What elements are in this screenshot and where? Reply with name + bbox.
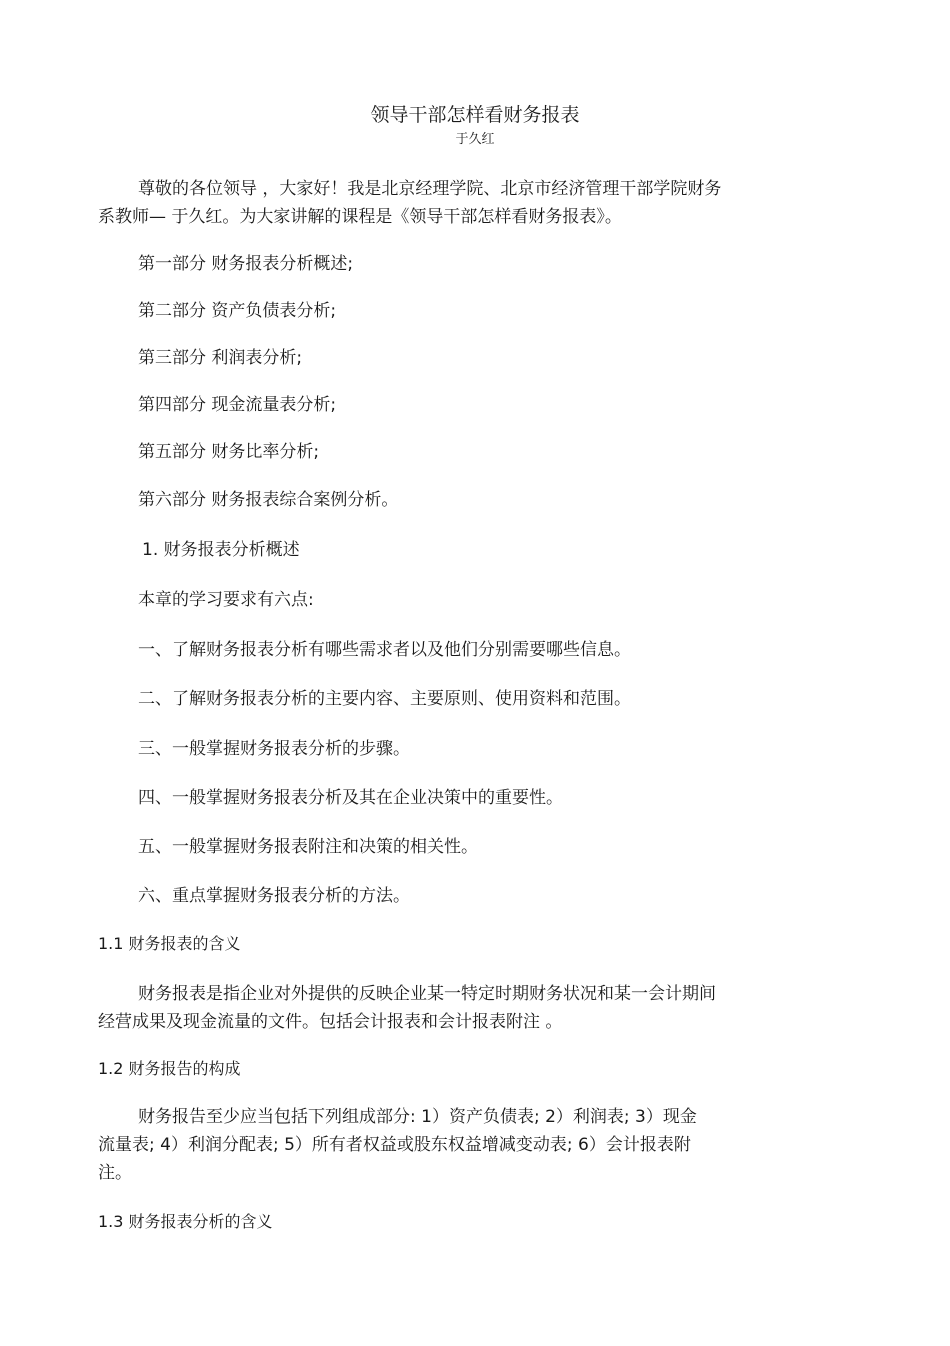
section-heading: 1.2 财务报告的构成 [98, 1059, 241, 1078]
paragraph-line: 财务报告至少应当包括下列组成部分: 1）资产负债表; 2）利润表; 3）现金 [138, 1107, 697, 1127]
requirement-item: 一、了解财务报表分析有哪些需求者以及他们分别需要哪些信息。 [138, 640, 631, 660]
paragraph-line: 经营成果及现金流量的文件。包括会计报表和会计报表附注 。 [98, 1012, 563, 1032]
requirement-item: 四、一般掌握财务报表分析及其在企业决策中的重要性。 [138, 788, 563, 808]
part-item: 第六部分 财务报表综合案例分析。 [138, 490, 399, 510]
part-item: 第五部分 财务比率分析; [138, 442, 320, 462]
paragraph-line: 注。 [98, 1163, 132, 1183]
section-heading: 1.3 财务报表分析的含义 [98, 1212, 273, 1231]
paragraph-line: 财务报表是指企业对外提供的反映企业某一特定时期财务状况和某一会计期间 [138, 984, 716, 1004]
part-item: 第二部分 资产负债表分析; [138, 301, 337, 321]
paragraph-line: 流量表; 4）利润分配表; 5）所有者权益或股东权益增减变动表; 6）会计报表附 [98, 1135, 691, 1155]
requirement-item: 六、重点掌握财务报表分析的方法。 [138, 886, 410, 906]
document-title: 领导干部怎样看财务报表 [370, 104, 580, 126]
intro-line-2: 系教师— 于久红。为大家讲解的课程是《领导干部怎样看财务报表》。 [98, 207, 622, 227]
intro-line-1: 尊敬的各位领导 ，大家好！我是北京经理学院、北京市经济管理干部学院财务 [138, 179, 722, 199]
part-item: 第一部分 财务报表分析概述; [138, 254, 354, 274]
section-heading: 1.1 财务报表的含义 [98, 934, 241, 953]
document-author: 于久红 [455, 132, 495, 147]
chapter-heading: 1. 财务报表分析概述 [142, 540, 300, 560]
part-item: 第三部分 利润表分析; [138, 348, 303, 368]
requirements-intro: 本章的学习要求有六点: [138, 590, 314, 610]
requirement-item: 二、了解财务报表分析的主要内容、主要原则、使用资料和范围。 [138, 689, 631, 709]
requirement-item: 五、一般掌握财务报表附注和决策的相关性。 [138, 837, 478, 857]
part-item: 第四部分 现金流量表分析; [138, 395, 337, 415]
requirement-item: 三、一般掌握财务报表分析的步骤。 [138, 739, 410, 759]
